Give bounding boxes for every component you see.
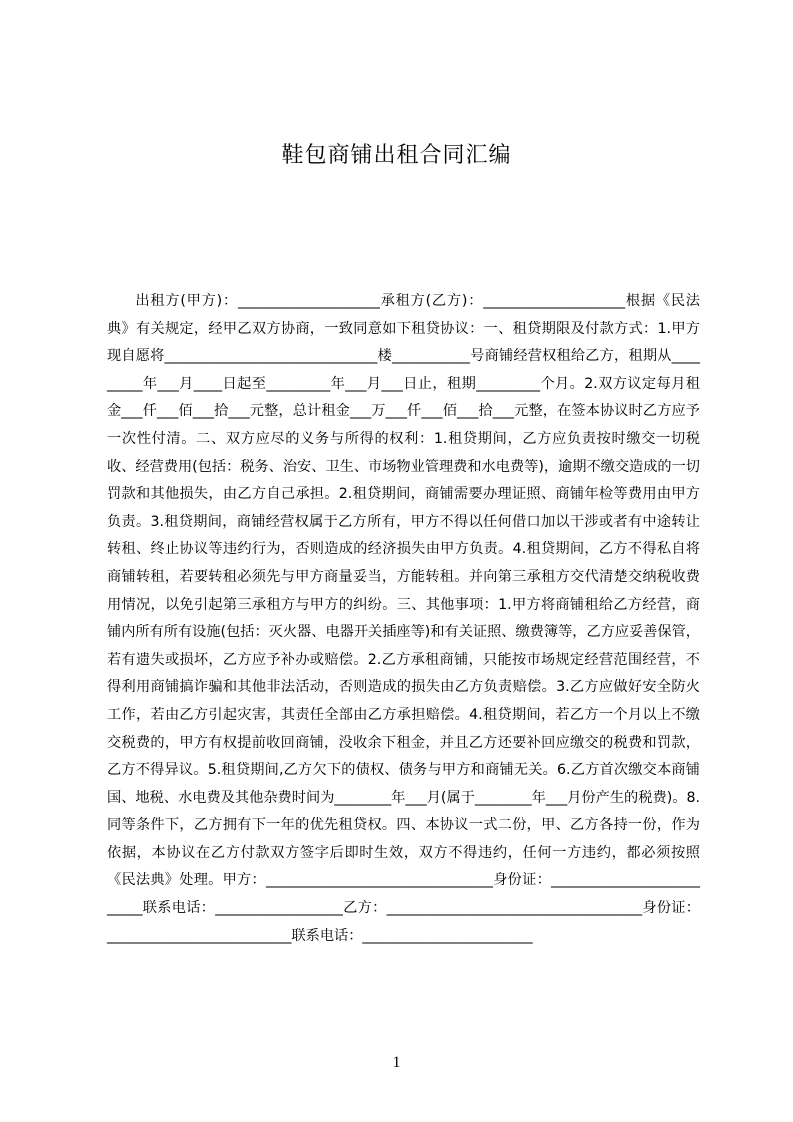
document-title: 鞋包商铺出租合同汇编 xyxy=(281,143,512,168)
contract-body-text: 出租方(甲方)：____________________承租方(乙方)：____________________根据《民法典》有关规定，经甲乙双方协商，一致同意如下租贷协议：一、租贷期限及付款方式：1.甲方现自愿将______________________________楼___________号商铺经营权租给乙方，租期从_________年___月____日起至_________年___月___日止，租期_________个月。2.双方议定每月租金___仟___佰___拾___元整，总计租金___万___仟___佰___拾___元整，在签本协议时乙方应予一次性付清。二、双方应尽的义务与所得的权利：1.租贷期间，乙方应负责按时缴交一切税收、经营费用(包括：税务、治安、卫生、市场物业管理费和水电费等)，逾期不缴交造成的一切罚款和其他损失，由乙方自己承担。2.租贷期间，商铺需要办理证照、商铺年检等费用由甲方负责。3.租贷期间，商铺经营权属于乙方所有，甲方不得以任何借口加以干涉或者有中途转让转租、终止协议等违约行为，否则造成的经济损失由甲方负责。4.租贷期间，乙方不得私自将商铺转租，若要转租必须先与甲方商量妥当，方能转租。并向第三承租方交代清楚交纳税收费用情况，以免引起第三承租方与甲方的纠纷。三、其他事项：1.甲方将商铺租给乙方经营，商铺内所有所有设施(包括：灭火器、电器开关插座等)和有关证照、缴费簿等，乙方应妥善保管，若有遗失或损坏，乙方应予补办或赔偿。2.乙方承租商铺，只能按市场规定经营范围经营，不得利用商铺搞诈骗和其他非法活动，否则造成的损失由乙方负责赔偿。3.乙方应做好安全防火工作，若由乙方引起灾害，其责任全部由乙方承担赔偿。4.租贷期间，若乙方一个月以上不缴交税费的，甲方有权提前收回商铺，没收余下租金，并且乙方还要补回应缴交的税费和罚款，乙方不得异议。5.租贷期间,乙方欠下的债权、债务与甲方和商铺无关。6.乙方首次缴交本商铺国、地税、水电费及其他杂费时间为________年___月(属于________年___月份产生的税费)。8.同等条件下，乙方拥有下一年的优先租贷权。四、本协议一式二份，甲、乙方各持一份，作为依据，本协议在乙方付款双方签字后即时生效，双方不得违约，任何一方违约，都必须按照《民法典》处理。甲方：________________________________身份证：__________________________联系电话：__________________乙方：____________________________________身份证：__________________________联系电话：________________________ xyxy=(107,293,700,944)
page-number: 1 xyxy=(392,1054,401,1071)
